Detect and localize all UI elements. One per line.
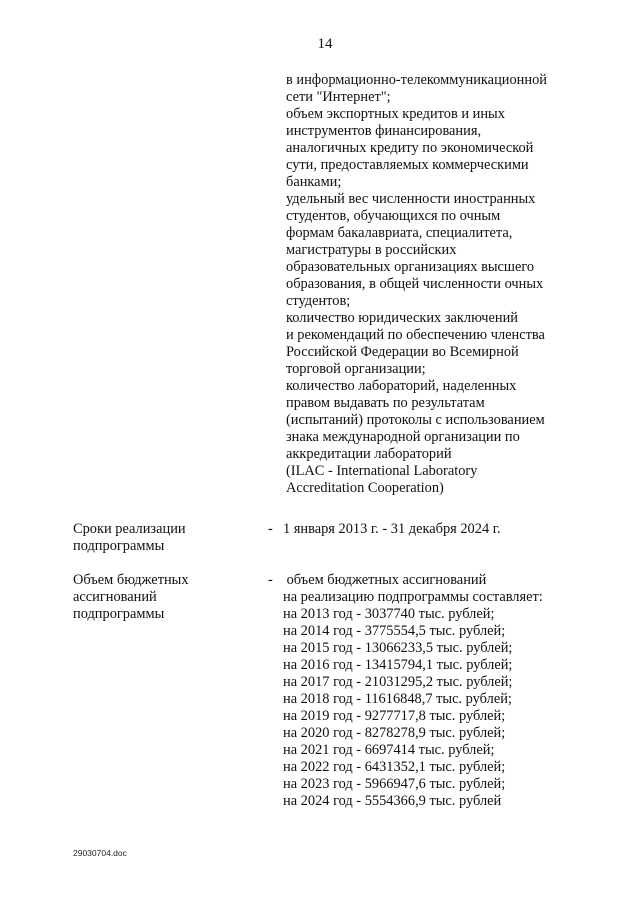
terms-label — [73, 521, 186, 555]
text-line: магистратуры в российских — [286, 242, 457, 258]
text-line: аккредитации лабораторий — [286, 446, 452, 462]
budget-dash: - — [268, 572, 273, 588]
value-line: на 2013 год - 3037740 тыс. рублей; — [283, 606, 495, 622]
text-line: сути, предоставляемых коммерческими — [286, 157, 529, 173]
text-line: (испытаний) протоколы с использованием — [286, 412, 545, 428]
text-line: сети "Интернет"; — [286, 89, 391, 105]
indicators-list — [286, 72, 547, 497]
text-line: количество юридических заключений — [286, 310, 518, 326]
text-line: удельный вес численности иностранных — [286, 191, 536, 207]
value-line: объем бюджетных ассигнований — [283, 572, 487, 588]
value-line: на 2014 год - 3775554,5 тыс. рублей; — [283, 623, 506, 639]
value-line: на 2023 год - 5966947,6 тыс. рублей; — [283, 776, 506, 792]
text-line: студентов, обучающихся по очным — [286, 208, 501, 224]
value-line: на 2020 год - 8278278,9 тыс. рублей; — [283, 725, 506, 741]
text-line: формам бакалавриата, специалитета, — [286, 225, 513, 241]
text-line: количество лабораторий, наделенных — [286, 378, 517, 394]
text-line: банками; — [286, 174, 342, 190]
text-line: торговой организации; — [286, 361, 426, 377]
value-line: на 2024 год - 5554366,9 тыс. рублей — [283, 793, 502, 809]
budget-label — [73, 572, 189, 623]
label-line: подпрограммы — [73, 606, 165, 622]
text-line: инструментов финансирования, — [286, 123, 482, 139]
text-line: и рекомендаций по обеспечению членства — [286, 327, 545, 343]
text-line: (ILAC - International Laboratory — [286, 463, 478, 479]
text-line: в информационно-телекоммуникационной — [286, 72, 547, 88]
text-line: знака международной организации по — [286, 429, 520, 445]
value-line: на 2017 год - 21031295,2 тыс. рублей; — [283, 674, 513, 690]
terms-dash: - — [268, 521, 273, 537]
value-line: на 2021 год - 6697414 тыс. рублей; — [283, 742, 495, 758]
text-line: объем экспортных кредитов и иных — [286, 106, 505, 122]
value-line: на 2018 год - 11616848,7 тыс. рублей; — [283, 691, 512, 707]
value-line: на 2022 год - 6431352,1 тыс. рублей; — [283, 759, 506, 775]
label-line: ассигнований — [73, 589, 157, 605]
value-line: на 2015 год - 13066233,5 тыс. рублей; — [283, 640, 513, 656]
text-line: правом выдавать по результатам — [286, 395, 485, 411]
value-line: 1 января 2013 г. - 31 декабря 2024 г. — [283, 521, 501, 537]
budget-value — [283, 572, 543, 810]
text-line: студентов; — [286, 293, 351, 309]
value-line: на 2019 год - 9277717,8 тыс. рублей; — [283, 708, 506, 724]
text-line: Российской Федерации во Всемирной — [286, 344, 519, 360]
value-line: на реализацию подпрограммы составляет: — [283, 589, 543, 605]
page-number: 14 — [317, 36, 333, 52]
label-line: Объем бюджетных — [73, 572, 189, 588]
value-line: на 2016 год - 13415794,1 тыс. рублей; — [283, 657, 513, 673]
text-line: аналогичных кредиту по экономической — [286, 140, 534, 156]
label-line: подпрограммы — [73, 538, 165, 554]
text-line: Accreditation Cooperation) — [286, 480, 444, 496]
text-line: образовательных организациях высшего — [286, 259, 535, 275]
terms-value — [283, 521, 501, 538]
label-line: Сроки реализации — [73, 521, 186, 537]
footer-filename: 29030704.doc — [73, 848, 127, 858]
text-line: образования, в общей численности очных — [286, 276, 544, 292]
